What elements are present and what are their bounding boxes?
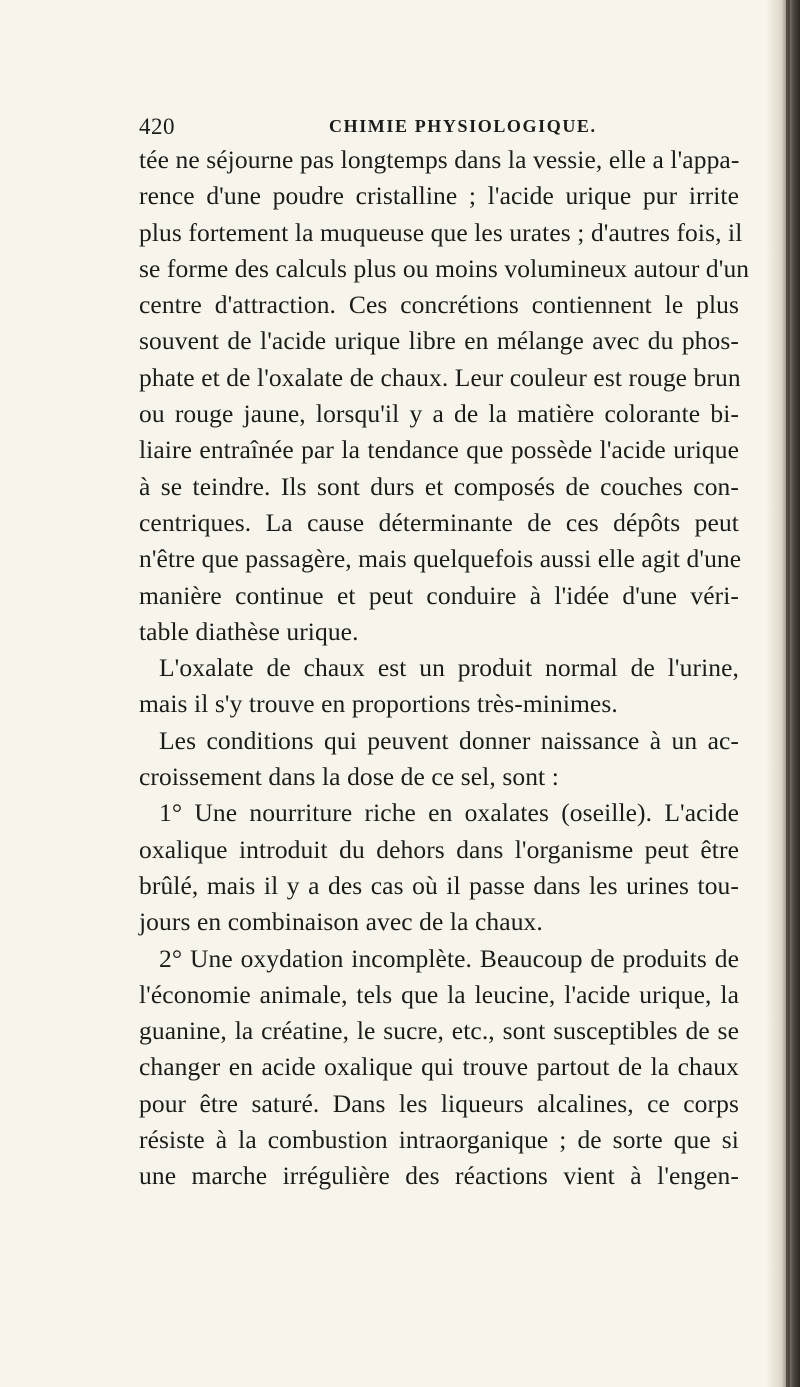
- text-line: table diathèse urique.: [139, 616, 359, 646]
- text-line: 1° Une nourriture riche en oxalates (oseille). L'acide: [159, 798, 739, 828]
- text-line: résiste à la combustion intraorganique ; de sorte que si: [139, 1125, 739, 1155]
- text-line: tée ne séjourne pas longtemps dans la vessie, elle a l'appa-: [139, 145, 740, 174]
- body-text: [139, 142, 750, 1195]
- text-line: guanine, la créatine, le sucre, etc., sont susceptibles de se: [139, 1016, 739, 1046]
- text-line: centriques. La cause déterminante de ces dépôts peut: [139, 507, 739, 537]
- text-line: centre d'attraction. Ces concrétions contiennent le plus: [139, 290, 739, 320]
- text-line: 2° Une oxydation incomplète. Beaucoup de produits de: [159, 943, 739, 973]
- text-line: phate et de l'oxalate de chaux. Leur couleur est rouge brun: [139, 362, 741, 392]
- text-line: n'être que passagère, mais quelquefois aussi elle agit d'une: [139, 544, 742, 574]
- text-line: oxalique introduit du dehors dans l'organisme peut être: [139, 834, 739, 864]
- text-line: L'oxalate de chaux est un produit normal de l'urine,: [159, 653, 739, 683]
- text-line: souvent de l'acide urique libre en mélange avec du phos-: [139, 326, 739, 356]
- text-line: brûlé, mais il y a des cas où il passe dans les urines tou-: [139, 870, 739, 900]
- text-line: à se teindre. Ils sont durs et composés de couches con-: [139, 471, 739, 501]
- text-line: se forme des calculs plus ou moins volumineux autour d'un: [139, 253, 750, 283]
- text-line: pour être saturé. Dans les liqueurs alcalines, ce corps: [139, 1088, 739, 1118]
- text-line: croissement dans la dose de ce sel, sont :: [139, 762, 559, 792]
- page-number: 420: [139, 114, 175, 139]
- page-header: [139, 114, 739, 144]
- text-line: mais il s'y trouve en proportions très-minimes.: [139, 689, 618, 719]
- text-line: plus fortement la muqueuse que les urates ; d'autres fois, il: [139, 217, 743, 247]
- text-line: changer en acide oxalique qui trouve partout de la chaux: [139, 1052, 739, 1082]
- text-line: liaire entraînée par la tendance que possède l'acide urique: [139, 435, 739, 465]
- page-edge-shadow: [766, 0, 800, 1387]
- text-line: manière continue et peut conduire à l'idée d'une véri-: [139, 580, 739, 610]
- page-binding-edge: [786, 0, 790, 1387]
- text-line: jours en combinaison avec de la chaux.: [139, 907, 543, 937]
- text-line: l'économie animale, tels que la leucine, l'acide urique, la: [139, 979, 739, 1009]
- running-title: CHIMIE PHYSIOLOGIQUE.: [329, 116, 597, 136]
- text-line: Les conditions qui peuvent donner naissance à un ac-: [159, 725, 739, 755]
- text-line: ou rouge jaune, lorsqu'il y a de la matière colorante bi-: [139, 399, 739, 429]
- text-line: une marche irrégulière des réactions vient à l'engen-: [139, 1161, 739, 1191]
- text-line: rence d'une poudre cristalline ; l'acide urique pur irrite: [139, 181, 739, 211]
